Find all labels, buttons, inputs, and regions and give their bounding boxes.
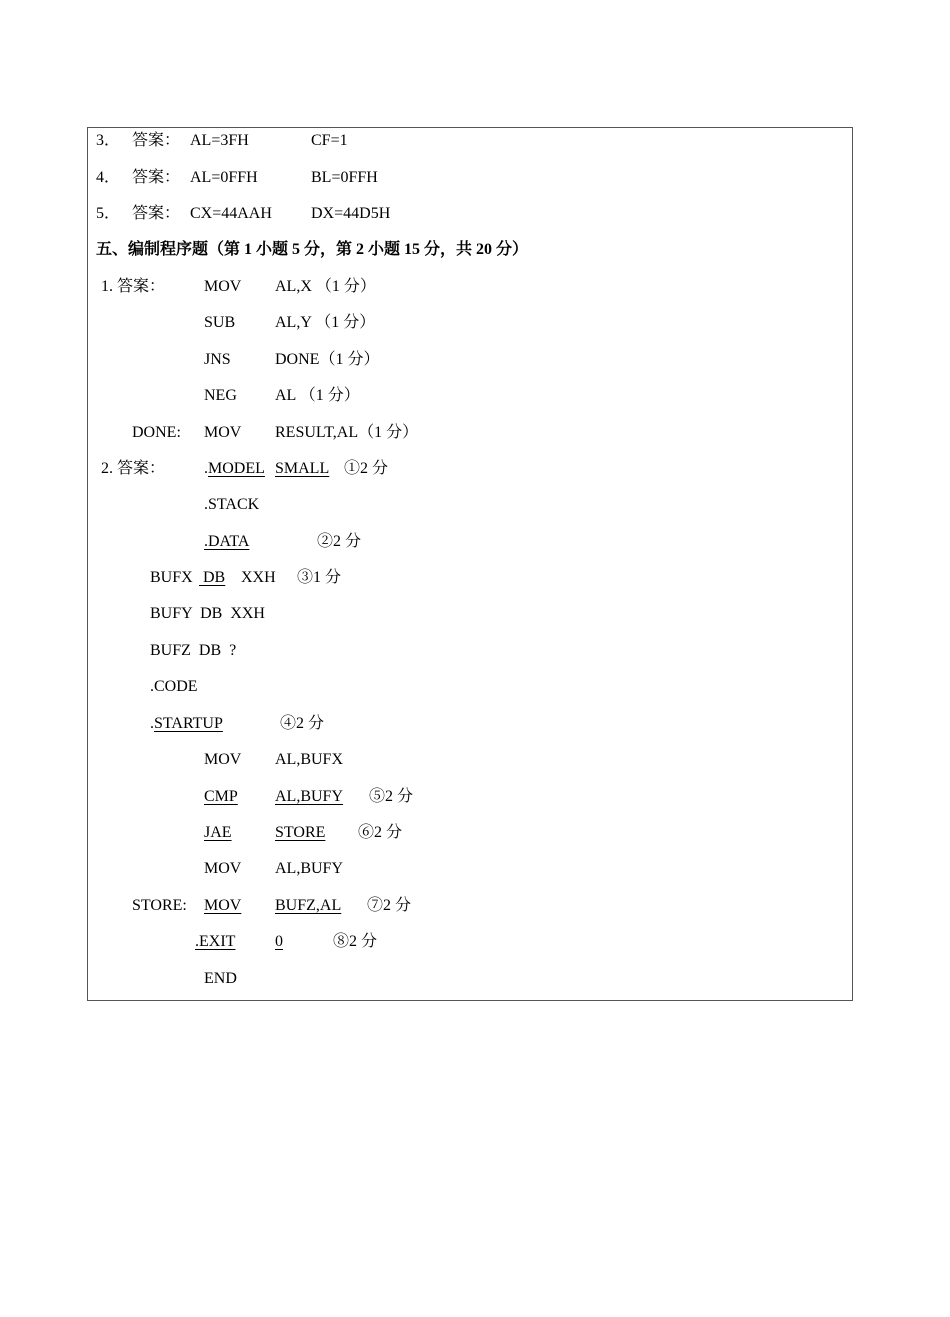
q2-mov1-line [0,749,950,771]
q2-exit-line [0,931,950,953]
score-mark: ①2 分 [344,460,389,477]
asm-arg: SMALL [275,460,330,477]
answer-value-b: CF=1 [311,132,348,149]
q2-code-line [0,676,950,698]
q1-line-5 [0,422,950,444]
score-mark: ⑤2 分 [369,788,414,805]
score-mark: ⑥2 分 [358,824,403,841]
answer-row-5 [0,203,950,225]
asm-arg: AL,X （1 分） [275,278,376,295]
q2-model-line [0,458,950,480]
answer-value-a: CX=44AAH [190,205,272,222]
asm-op: DB [199,569,226,586]
q2-label: 2. 答案： [101,460,166,477]
asm-directive: .STACK [204,496,260,513]
answer-number: 4． [96,169,121,186]
q1-line-4 [0,385,950,407]
answer-row-3 [0,130,950,152]
q2-cmp-line [0,786,950,808]
answer-row-4 [0,167,950,189]
asm-arg: XXH [241,569,276,586]
asm-directive: MODEL [208,460,265,477]
answer-value-a: AL=0FFH [190,169,258,186]
asm-op: MOV [204,278,242,295]
section-heading [0,239,950,261]
q2-stack-line [0,494,950,516]
score-mark: ④2 分 [280,715,325,732]
q2-bufx-line [0,567,950,589]
asm-op: SUB [204,314,236,331]
asm-arg: 0 [275,933,283,950]
answer-label: 答案： [132,205,181,222]
asm-arg: DONE（1 分） [275,351,380,368]
answer-label: 答案： [132,132,181,149]
score-mark: ⑦2 分 [367,897,412,914]
q2-mov2-line [0,858,950,880]
answer-number: 3． [96,132,121,149]
q1-line-2 [0,312,950,334]
answer-label: 答案： [132,169,181,186]
q2-data-line [0,531,950,553]
answer-number: 5． [96,205,121,222]
asm-statement: BUFY DB XXH [150,605,265,622]
asm-directive: .CODE [150,678,198,695]
answer-value-b: DX=44D5H [311,205,391,222]
asm-op: MOV [204,860,242,877]
asm-op: MOV [204,424,242,441]
q1-label: 1. 答案： [101,278,166,295]
score-mark: ⑧2 分 [333,933,378,950]
asm-label: DONE: [132,424,181,441]
asm-directive: END [204,970,237,987]
asm-arg: AL （1 分） [275,387,360,404]
q2-bufy-line [0,603,950,625]
asm-label: STORE: [132,897,187,914]
asm-arg: AL,Y （1 分） [275,314,376,331]
q2-bufz-line [0,640,950,662]
answer-value-a: AL=3FH [190,132,249,149]
q2-startup-line [0,713,950,735]
asm-statement: BUFZ DB ? [150,642,237,659]
asm-arg: RESULT,AL（1 分） [275,424,419,441]
asm-directive: STARTUP [154,715,223,732]
asm-var: BUFX [150,569,193,586]
asm-op: NEG [204,387,237,404]
asm-dot: . [150,715,154,732]
asm-op: JNS [204,351,231,368]
q2-store-line [0,895,950,917]
q2-end-line [0,968,950,990]
asm-op: JAE [204,824,232,841]
q2-jae-line [0,822,950,844]
score-mark: ②2 分 [317,533,362,550]
asm-dot: . [204,460,208,477]
asm-directive: .EXIT [195,933,236,950]
asm-arg: AL,BUFY [275,860,344,877]
q1-line-1 [0,276,950,298]
asm-op: CMP [204,788,238,805]
q1-line-3 [0,349,950,371]
asm-op: MOV [204,751,242,768]
asm-arg: STORE [275,824,326,841]
asm-arg: BUFZ,AL [275,897,342,914]
score-mark: ③1 分 [297,569,342,586]
asm-arg: AL,BUFX [275,751,344,768]
asm-arg: AL,BUFY [275,788,344,805]
asm-op: MOV [204,897,242,914]
asm-directive: .DATA [204,533,250,550]
answer-value-b: BL=0FFH [311,169,378,186]
section-title: 五、编制程序题（第 1 小题 5 分，第 2 小题 15 分，共 20 分） [96,241,529,258]
